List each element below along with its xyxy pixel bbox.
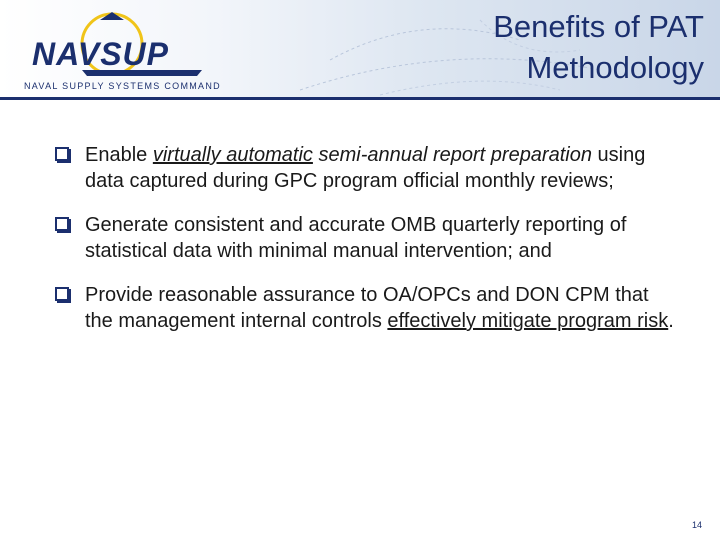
bullet-item: Enable virtually automatic semi-annual report preparation using data captured during GPC program official monthly reviews; [55, 142, 675, 194]
title-line-1: Benefits of PAT [493, 9, 704, 44]
bullet-item: Generate consistent and accurate OMB quarterly reporting of statistical data with minimal manual intervention; and [55, 212, 675, 264]
slide-title [493, 6, 704, 88]
emphasis-text: virtually automatic [152, 144, 313, 166]
checkbox-bullet-icon [55, 217, 69, 231]
navsup-logo [12, 8, 221, 96]
bullet-item: Provide reasonable assurance to OA/OPCs and DON CPM that the management internal controls effectively mitigate program risk. [55, 282, 675, 334]
emphasis-text: effectively mitigate program risk [387, 310, 669, 332]
slide-header [0, 0, 720, 100]
logo-wordmark: NAVSUP [32, 36, 169, 72]
bullet-list [55, 142, 675, 352]
title-line-2: Methodology [526, 50, 704, 85]
header-divider [0, 97, 720, 100]
checkbox-bullet-icon [55, 147, 69, 161]
page-number: 14 [691, 520, 702, 530]
logo-subtitle: NAVAL SUPPLY SYSTEMS COMMAND [24, 81, 221, 91]
checkbox-bullet-icon [55, 287, 69, 301]
